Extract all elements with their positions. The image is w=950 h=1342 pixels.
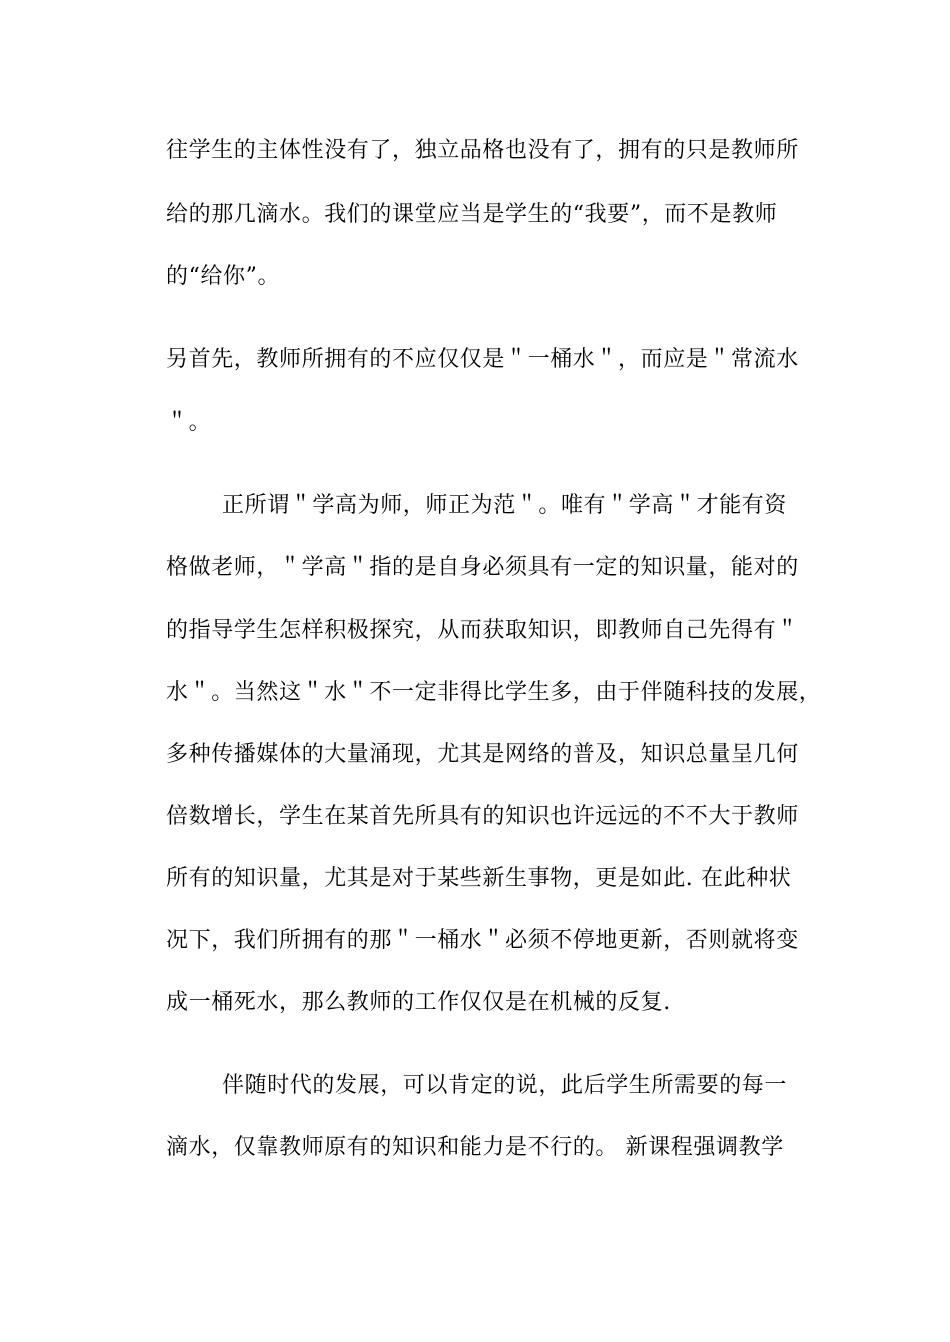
- text-line: 所有的知识量，尤其是对于某些新生事物，更是如此. 在此种状: [166, 866, 792, 891]
- text-line: 水＂。当然这＂水＂不一定非得比学生多，由于伴随科技的发展，: [166, 680, 822, 705]
- text-line: 的“给你”。: [166, 264, 281, 289]
- text-line: 滴水，仅靠教师原有的知识和能力是不行的。 新课程强调教学: [166, 1135, 784, 1160]
- text-line: 给的那几滴水。我们的课堂应当是学生的“我要”，而不是教师: [166, 202, 778, 227]
- text-line: 格做老师，＂学高＂指的是自身必须具有一定的知识量，能对的: [166, 555, 799, 580]
- text-line: 倍数增长，学生在某首先所具有的知识也许远远的不不大于教师: [166, 804, 799, 829]
- text-line: 的指导学生怎样积极探究，从而获取知识，即教师自己先得有＂: [166, 618, 799, 643]
- text-line: ＂。: [166, 410, 212, 435]
- text-line: 成一桶死水，那么教师的工作仅仅是在机械的反复.: [166, 990, 671, 1015]
- text-line: 另首先，教师所拥有的不应仅仅是＂一桶水＂，而应是＂常流水: [166, 347, 799, 372]
- text-line: 伴随时代的发展，可以肯定的说，此后学生所需要的每一: [222, 1073, 788, 1098]
- text-line: 况下，我们所拥有的那＂一桶水＂必须不停地更新，否则就将变: [166, 928, 799, 953]
- text-line: 多种传播媒体的大量涌现，尤其是网络的普及，知识总量呈几何: [166, 742, 799, 767]
- text-line: 往学生的主体性没有了，独立品格也没有了，拥有的只是教师所: [166, 138, 799, 163]
- text-line: 正所谓＂学高为师，师正为范＂。唯有＂学高＂才能有资: [222, 493, 788, 518]
